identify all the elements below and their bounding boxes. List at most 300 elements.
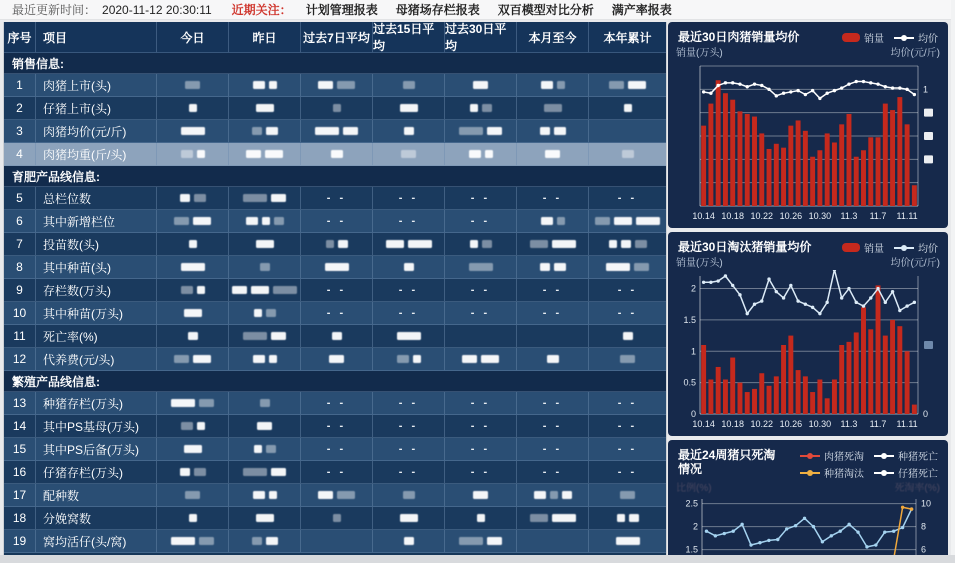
redacted-value-blob: [265, 150, 283, 158]
redacted-value-blob: [189, 104, 197, 112]
legend-label: 肉猪死淘: [824, 452, 864, 463]
chart-card-2: [668, 232, 948, 436]
redacted-value-blob: [562, 491, 572, 499]
table-row[interactable]: [4, 507, 666, 530]
value-cell-redacted: [445, 120, 517, 143]
row-label: 其中PS后备(万头): [36, 438, 157, 461]
value-cell-redacted: [517, 302, 589, 325]
value-cell-redacted: [517, 461, 589, 484]
value-cell-redacted: [229, 97, 301, 120]
value-cell-redacted: [157, 302, 229, 325]
redacted-value-blob: [318, 491, 333, 499]
value-cell-redacted: [445, 143, 517, 166]
redacted-value-blob: [540, 127, 550, 135]
no-data-dash: - -: [470, 420, 491, 432]
row-label: 存栏数(万头): [36, 279, 157, 302]
value-cell-redacted: [157, 507, 229, 530]
svg-text:0: 0: [923, 409, 929, 419]
row-number: 8: [4, 256, 36, 279]
redacted-value-blob: [635, 240, 647, 248]
redacted-value-blob: [262, 217, 270, 225]
chart-title: 最近30日肉猪销量均价: [678, 30, 800, 44]
redacted-value-blob: [400, 104, 418, 112]
redacted-value-blob: [326, 240, 334, 248]
redacted-value-blob: [397, 355, 409, 363]
svg-text:10.30: 10.30: [808, 419, 832, 429]
value-cell-redacted: [373, 530, 445, 553]
column-header: 今日: [157, 22, 229, 53]
topbar: [0, 0, 955, 20]
chart-card-3: [668, 440, 948, 563]
table-row[interactable]: [4, 97, 666, 120]
redacted-value-blob: [404, 537, 414, 545]
chart-title: 最近24周猪只死淘情况: [678, 448, 776, 476]
redacted-value-blob: [401, 150, 416, 158]
redacted-value-blob: [256, 104, 274, 112]
no-data-dash: - -: [326, 397, 347, 409]
row-number: 17: [4, 484, 36, 507]
redacted-value-blob: [266, 309, 276, 317]
redacted-value-blob: [403, 491, 415, 499]
row-number: 10: [4, 302, 36, 325]
redacted-tick: [924, 341, 933, 349]
update-time-label: 最近更新时间：: [12, 3, 97, 17]
row-number: 14: [4, 415, 36, 438]
value-cell-redacted: [445, 74, 517, 97]
redacted-value-blob: [184, 445, 202, 453]
redacted-value-blob: [487, 127, 502, 135]
row-label: 种猪存栏(万头): [36, 392, 157, 415]
value-cell-redacted: [373, 461, 445, 484]
value-cell-redacted: [157, 530, 229, 553]
row-label: 仔猪存栏(万头): [36, 461, 157, 484]
chart-plot: [668, 495, 948, 563]
value-cell-redacted: [373, 325, 445, 348]
no-data-dash: - -: [470, 284, 491, 296]
table-row[interactable]: [4, 484, 666, 507]
bar-swatch-icon: [842, 33, 860, 42]
column-header: 过去30日平均: [445, 22, 517, 53]
svg-text:11.3: 11.3: [840, 211, 858, 221]
svg-text:10.22: 10.22: [750, 419, 774, 429]
line-dot-icon: [894, 243, 914, 252]
value-cell-redacted: [589, 415, 666, 438]
redacted-value-blob: [181, 263, 205, 271]
redacted-value-blob: [199, 399, 214, 407]
row-number: 2: [4, 97, 36, 120]
no-data-dash: - -: [470, 397, 491, 409]
redacted-value-blob: [329, 355, 344, 363]
no-data-dash: - -: [617, 397, 638, 409]
value-cell-redacted: [301, 74, 373, 97]
redacted-value-blob: [485, 150, 493, 158]
redacted-value-blob: [343, 127, 358, 135]
value-cell-redacted: [373, 210, 445, 233]
redacted-value-blob: [397, 332, 421, 340]
table-row[interactable]: [4, 120, 666, 143]
chart-legend: [842, 240, 938, 255]
redacted-value-blob: [622, 150, 634, 158]
redacted-value-blob: [189, 514, 197, 522]
table-header-row: [4, 22, 666, 53]
table-row[interactable]: [4, 438, 666, 461]
value-cell-redacted: [157, 279, 229, 302]
table-row[interactable]: [4, 74, 666, 97]
value-cell-redacted: [157, 461, 229, 484]
table-row[interactable]: [4, 348, 666, 371]
value-cell-redacted: [517, 187, 589, 210]
line-dot-icon: [874, 468, 894, 477]
value-cell-redacted: [589, 348, 666, 371]
report-link-2[interactable]: 母猪场存栏报表: [395, 3, 480, 17]
row-number: 6: [4, 210, 36, 233]
no-data-dash: - -: [326, 284, 347, 296]
value-cell-redacted: [157, 415, 229, 438]
redacted-value-blob: [331, 150, 343, 158]
value-cell-redacted: [229, 461, 301, 484]
value-cell-redacted: [517, 438, 589, 461]
redacted-value-blob: [269, 355, 277, 363]
report-link-4[interactable]: 满产率报表: [611, 3, 672, 17]
value-cell-redacted: [229, 210, 301, 233]
column-header: 本月至今: [517, 22, 589, 53]
value-cell-redacted: [445, 97, 517, 120]
no-data-dash: - -: [542, 420, 563, 432]
redacted-value-blob: [541, 81, 553, 89]
value-cell-redacted: [373, 74, 445, 97]
value-cell-redacted: [301, 233, 373, 256]
table-row[interactable]: [4, 302, 666, 325]
table-row[interactable]: [4, 325, 666, 348]
value-cell-redacted: [517, 484, 589, 507]
legend-item[interactable]: [800, 448, 864, 463]
redacted-value-blob: [623, 332, 633, 340]
value-cell-redacted: [229, 507, 301, 530]
no-data-dash: - -: [398, 466, 419, 478]
row-label: 其中PS基母(万头): [36, 415, 157, 438]
redacted-value-blob: [477, 514, 485, 522]
value-cell-redacted: [589, 392, 666, 415]
axis-labels-row: [668, 480, 948, 495]
redacted-value-blob: [181, 150, 193, 158]
redacted-value-blob: [337, 81, 355, 89]
table-row[interactable]: [4, 415, 666, 438]
report-link-3[interactable]: 双百模型对比分析: [497, 3, 594, 17]
column-header: 本年累计: [589, 22, 666, 53]
redacted-value-blob: [403, 81, 415, 89]
redacted-value-blob: [269, 491, 277, 499]
redacted-value-blob: [197, 150, 205, 158]
legend-item[interactable]: [894, 30, 938, 45]
no-data-dash: - -: [542, 466, 563, 478]
redacted-value-blob: [315, 127, 339, 135]
legend-label: 销量: [864, 244, 884, 255]
redacted-value-blob: [246, 217, 258, 225]
value-cell-redacted: [157, 120, 229, 143]
redacted-value-blob: [333, 514, 341, 522]
redacted-value-blob: [318, 81, 333, 89]
svg-text:1: 1: [923, 84, 929, 95]
row-label: 分娩窝数: [36, 507, 157, 530]
row-number: 7: [4, 233, 36, 256]
redacted-value-blob: [634, 263, 649, 271]
svg-text:10.30: 10.30: [808, 211, 832, 221]
value-cell-redacted: [589, 484, 666, 507]
value-cell-redacted: [157, 348, 229, 371]
legend-label: 种猪淘汰: [824, 469, 864, 480]
redacted-value-blob: [185, 81, 200, 89]
row-label: 代养费(元/头): [36, 348, 157, 371]
no-data-dash: - -: [326, 420, 347, 432]
svg-text:10.26: 10.26: [779, 419, 803, 429]
line-dot-icon: [874, 451, 894, 460]
no-data-dash: - -: [470, 466, 491, 478]
value-cell-redacted: [229, 348, 301, 371]
value-cell-redacted: [229, 187, 301, 210]
value-cell-redacted: [589, 256, 666, 279]
svg-text:0.5: 0.5: [683, 377, 696, 388]
redacted-value-blob: [271, 468, 286, 476]
svg-text:0: 0: [690, 409, 696, 419]
value-cell-redacted: [373, 392, 445, 415]
redacted-value-blob: [470, 104, 478, 112]
row-number: 1: [4, 74, 36, 97]
value-cell-redacted: [229, 233, 301, 256]
redacted-value-blob: [470, 240, 478, 248]
section-header: 繁殖产品线信息:: [4, 371, 666, 392]
value-cell-redacted: [157, 143, 229, 166]
svg-text:1.5: 1.5: [683, 314, 696, 325]
redacted-value-blob: [171, 399, 195, 407]
value-cell-redacted: [373, 120, 445, 143]
table-row[interactable]: [4, 143, 666, 166]
table-row[interactable]: [4, 530, 666, 553]
value-cell-redacted: [301, 302, 373, 325]
redacted-value-blob: [544, 104, 562, 112]
table-row[interactable]: [4, 279, 666, 302]
no-data-dash: - -: [542, 284, 563, 296]
redacted-value-blob: [482, 104, 492, 112]
value-cell-redacted: [589, 74, 666, 97]
value-cell-redacted: [517, 256, 589, 279]
redacted-value-blob: [260, 399, 270, 407]
no-data-dash: - -: [617, 420, 638, 432]
redacted-value-blob: [181, 286, 193, 294]
no-data-dash: - -: [470, 215, 491, 227]
row-number: 5: [4, 187, 36, 210]
bottom-scrollbar-track: [0, 555, 955, 563]
value-cell-redacted: [445, 530, 517, 553]
value-cell-redacted: [373, 484, 445, 507]
redacted-value-blob: [386, 240, 404, 248]
row-number: 4: [4, 143, 36, 166]
value-cell-redacted: [301, 120, 373, 143]
row-label: 死亡率(%): [36, 325, 157, 348]
row-label: 肉猪上市(头): [36, 74, 157, 97]
value-cell-redacted: [517, 507, 589, 530]
redacted-value-blob: [624, 104, 632, 112]
value-cell-redacted: [229, 143, 301, 166]
value-cell-redacted: [373, 302, 445, 325]
row-number: 13: [4, 392, 36, 415]
legend-item[interactable]: [874, 448, 938, 463]
redacted-value-blob: [628, 81, 646, 89]
value-cell-redacted: [445, 325, 517, 348]
value-cell-redacted: [445, 187, 517, 210]
redacted-value-blob: [199, 537, 214, 545]
row-number: 12: [4, 348, 36, 371]
y-axis-label-left: 比例(%): [676, 483, 712, 494]
column-header: 过去15日平均: [373, 22, 445, 53]
column-header: 昨日: [229, 22, 301, 53]
chart-card-1: [668, 22, 948, 228]
table-row[interactable]: [4, 392, 666, 415]
svg-text:1.5: 1.5: [685, 544, 698, 555]
value-cell-redacted: [301, 392, 373, 415]
row-number: 15: [4, 438, 36, 461]
redacted-value-blob: [253, 491, 265, 499]
redacted-value-blob: [462, 355, 477, 363]
value-cell-redacted: [517, 120, 589, 143]
value-cell-redacted: [301, 279, 373, 302]
value-cell-redacted: [373, 143, 445, 166]
redacted-value-blob: [629, 514, 639, 522]
metrics-table: [3, 22, 667, 563]
legend-item[interactable]: [800, 465, 864, 480]
redacted-tick: [924, 132, 933, 140]
line-dot-icon: [800, 468, 820, 477]
redacted-value-blob: [408, 240, 432, 248]
redacted-value-blob: [254, 309, 262, 317]
value-cell-redacted: [373, 97, 445, 120]
value-cell-redacted: [301, 530, 373, 553]
value-cell-redacted: [589, 120, 666, 143]
redacted-value-blob: [554, 127, 566, 135]
no-data-dash: - -: [617, 284, 638, 296]
row-label: 总栏位数: [36, 187, 157, 210]
redacted-value-blob: [189, 240, 197, 248]
column-header: 项目: [36, 22, 157, 53]
value-cell-redacted: [445, 392, 517, 415]
table-row[interactable]: [4, 187, 666, 210]
legend-label: 仔猪死亡: [898, 469, 938, 480]
value-cell-redacted: [589, 97, 666, 120]
redacted-value-blob: [269, 81, 277, 89]
svg-text:11.7: 11.7: [869, 211, 887, 221]
redacted-value-blob: [184, 309, 202, 317]
no-data-dash: - -: [617, 443, 638, 455]
table-row[interactable]: [4, 210, 666, 233]
redacted-value-blob: [185, 491, 200, 499]
redacted-value-blob: [243, 194, 267, 202]
redacted-value-blob: [180, 194, 190, 202]
redacted-value-blob: [193, 217, 211, 225]
table-row[interactable]: [4, 461, 666, 484]
redacted-value-blob: [636, 217, 660, 225]
value-cell-redacted: [301, 507, 373, 530]
no-data-dash: - -: [326, 466, 347, 478]
value-cell-redacted: [517, 279, 589, 302]
chart-legend: [842, 30, 938, 45]
column-header: 序号: [4, 22, 36, 53]
table-row[interactable]: [4, 256, 666, 279]
legend-item[interactable]: [842, 240, 884, 255]
row-label: 配种数: [36, 484, 157, 507]
redacted-value-blob: [274, 217, 284, 225]
no-data-dash: - -: [470, 443, 491, 455]
chart-title: 最近30日淘汰猪销量均价: [678, 240, 812, 254]
row-number: 3: [4, 120, 36, 143]
legend-label: 均价: [918, 244, 938, 255]
value-cell-redacted: [301, 438, 373, 461]
value-cell-redacted: [517, 233, 589, 256]
table-row[interactable]: [4, 233, 666, 256]
row-label: 肉猪均价(元/斤): [36, 120, 157, 143]
no-data-dash: - -: [326, 215, 347, 227]
no-data-dash: - -: [542, 443, 563, 455]
redacted-value-blob: [545, 150, 560, 158]
redacted-value-blob: [481, 355, 499, 363]
no-data-dash: - -: [398, 397, 419, 409]
redacted-value-blob: [469, 150, 481, 158]
chart-header: [668, 22, 948, 45]
chart-header: [668, 232, 948, 255]
redacted-value-blob: [400, 514, 418, 522]
legend-item[interactable]: [842, 30, 884, 45]
report-links: [306, 1, 672, 18]
redacted-value-blob: [171, 537, 195, 545]
svg-text:6: 6: [921, 544, 927, 555]
no-data-dash: - -: [398, 307, 419, 319]
redacted-value-blob: [271, 194, 286, 202]
value-cell-redacted: [157, 97, 229, 120]
svg-text:2: 2: [692, 521, 698, 532]
redacted-value-blob: [266, 445, 276, 453]
redacted-value-blob: [194, 194, 206, 202]
redacted-value-blob: [547, 355, 559, 363]
redacted-value-blob: [338, 240, 348, 248]
redacted-value-blob: [232, 286, 247, 294]
value-cell-redacted: [229, 392, 301, 415]
redacted-value-blob: [174, 217, 189, 225]
value-cell-redacted: [445, 210, 517, 233]
redacted-value-blob: [550, 491, 558, 499]
svg-text:10.18: 10.18: [721, 419, 744, 429]
legend-item[interactable]: [894, 240, 938, 255]
row-label: 仔猪上市(头): [36, 97, 157, 120]
value-cell-redacted: [301, 461, 373, 484]
value-cell-redacted: [373, 348, 445, 371]
value-cell-redacted: [589, 530, 666, 553]
no-data-dash: - -: [398, 215, 419, 227]
svg-text:10.14: 10.14: [692, 419, 715, 429]
value-cell-redacted: [445, 348, 517, 371]
no-data-dash: - -: [326, 192, 347, 204]
legend-item[interactable]: [874, 465, 938, 480]
value-cell-redacted: [445, 233, 517, 256]
svg-text:8: 8: [921, 521, 927, 532]
section-header: 育肥产品线信息:: [4, 166, 666, 187]
chart-plot: [668, 270, 948, 432]
chart-header: [668, 440, 948, 480]
report-link-1[interactable]: 计划管理报表: [305, 3, 378, 17]
value-cell-redacted: [445, 484, 517, 507]
redacted-value-blob: [256, 514, 274, 522]
value-cell-redacted: [229, 415, 301, 438]
redacted-value-blob: [253, 81, 265, 89]
redacted-value-blob: [459, 127, 483, 135]
chart-plot: [668, 60, 948, 224]
